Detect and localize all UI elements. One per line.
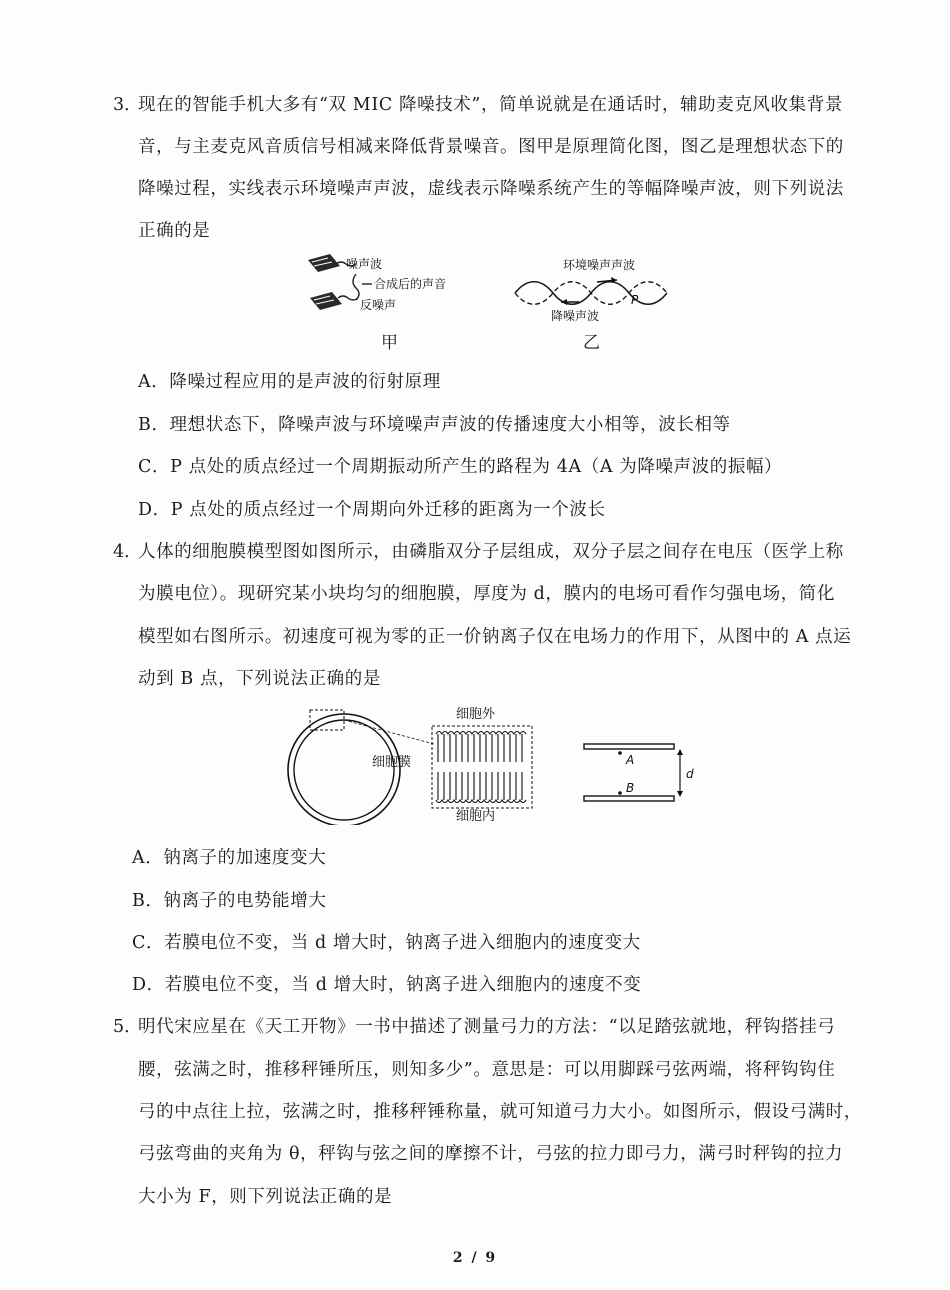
membrane-zoom-frame: [432, 726, 532, 808]
q4-plate-model: [580, 738, 700, 808]
q5-line-4: 弓弦弯曲的夹角为 θ，秤钩与弦之间的摩擦不计，弓弦的拉力即弓力，满弓时秤钩的拉力: [138, 1144, 844, 1164]
q4-line-2: 为膜电位）。现研究某小块均匀的细胞膜，厚度为 d，膜内的电场可看作匀强电场，简化: [138, 584, 836, 604]
q4-line-1: 人体的细胞膜模型图如图所示，由磷脂双分子层组成，双分子层之间存在电压（医学上称: [138, 542, 844, 562]
label-env-noise-wave: 环境噪声声波: [563, 258, 636, 272]
upper-plate: [584, 744, 674, 749]
label-d: d: [686, 767, 694, 781]
label-combined-sound: 合成后的声音: [374, 277, 447, 291]
q3-option-b: B．理想状态下，降噪声波与环境噪声声波的传播速度大小相等，波长相等: [138, 415, 731, 435]
q3-caption-yi: 乙: [583, 333, 600, 353]
cell-inner-circle: [294, 720, 394, 820]
q3-figure-jia: [300, 250, 490, 325]
speaker-icon: [308, 254, 340, 272]
q3-line-4: 正确的是: [138, 221, 211, 241]
q3-option-c: C．P 点处的质点经过一个周期振动所产生的路程为 4A（A 为降噪声波的振幅）: [138, 457, 783, 477]
q4-membrane-figure: [278, 700, 548, 825]
lower-plate: [584, 796, 674, 801]
q3-option-d: D．P 点处的质点经过一个周期向外迁移的距离为一个波长: [138, 500, 606, 520]
label-cell-inside: 细胞内: [456, 809, 496, 824]
label-noise-wave: 噪声波: [346, 257, 383, 271]
label-reduce-noise-wave: 降噪声波: [551, 309, 600, 323]
anti-noise-speaker-icon: [310, 292, 342, 310]
q5-line-3: 弓的中点往上拉，弦满之时，推移秤锤称量，就可知道弓力大小。如图所示，假设弓满时，: [138, 1102, 862, 1122]
label-p: P: [631, 293, 639, 307]
q3-number: 3．: [113, 95, 142, 115]
q4-option-c: C．若膜电位不变，当 d 增大时，钠离子进入细胞内的速度变大: [132, 933, 641, 953]
q5-line-5: 大小为 F，则下列说法正确的是: [138, 1187, 393, 1207]
label-cell-membrane: 细胞膜: [372, 755, 412, 770]
q4-option-b: B．钠离子的电势能增大: [132, 891, 327, 911]
q3-caption-jia: 甲: [381, 333, 398, 353]
label-anti-noise: 反噪声: [360, 298, 397, 312]
phospholipid-bilayer: [436, 732, 526, 803]
label-a: A: [626, 753, 635, 767]
q3-line-2: 音，与主麦克风音质信号相减来降低背景噪音。图甲是原理简化图，图乙是理想状态下的: [138, 137, 844, 157]
q3-line-3: 降噪过程，实线表示环境噪声声波，虚线表示降噪系统产生的等幅降噪声波，则下列说法: [138, 179, 844, 199]
label-cell-outside: 细胞外: [456, 707, 496, 722]
point-a: [618, 751, 622, 755]
q5-line-2: 腰，弦满之时，推移秤锤所压，则知多少”。意思是：可以用脚踩弓弦两端，将秤钩钩住: [138, 1060, 836, 1080]
q4-option-a: A．钠离子的加速度变大: [132, 848, 327, 868]
q5-line-1: 明代宋应星在《天工开物》一书中描述了测量弓力的方法：“以足踏弦就地，秤钩搭挂弓: [138, 1017, 836, 1037]
q4-line-3: 模型如右图所示。初速度可视为零的正一价钠离子仅在电场力的作用下，从图中的 A 点运: [138, 627, 852, 647]
q3-option-a: A．降噪过程应用的是声波的衍射原理: [138, 372, 441, 392]
q3-figure-yi: [505, 250, 680, 325]
q4-line-4: 动到 B 点，下列说法正确的是: [138, 669, 381, 689]
q4-option-d: D．若膜电位不变，当 d 增大时，钠离子进入细胞内的速度不变: [132, 975, 642, 995]
page-number: 2 / 9: [452, 1250, 498, 1266]
q4-number: 4．: [113, 542, 142, 562]
q3-line-1: 现在的智能手机大多有“双 MIC 降噪技术”，简单说就是在通话时，辅助麦克风收集背景: [138, 95, 843, 115]
point-b: [618, 791, 622, 795]
label-b: B: [626, 781, 635, 795]
q5-number: 5．: [113, 1017, 142, 1037]
